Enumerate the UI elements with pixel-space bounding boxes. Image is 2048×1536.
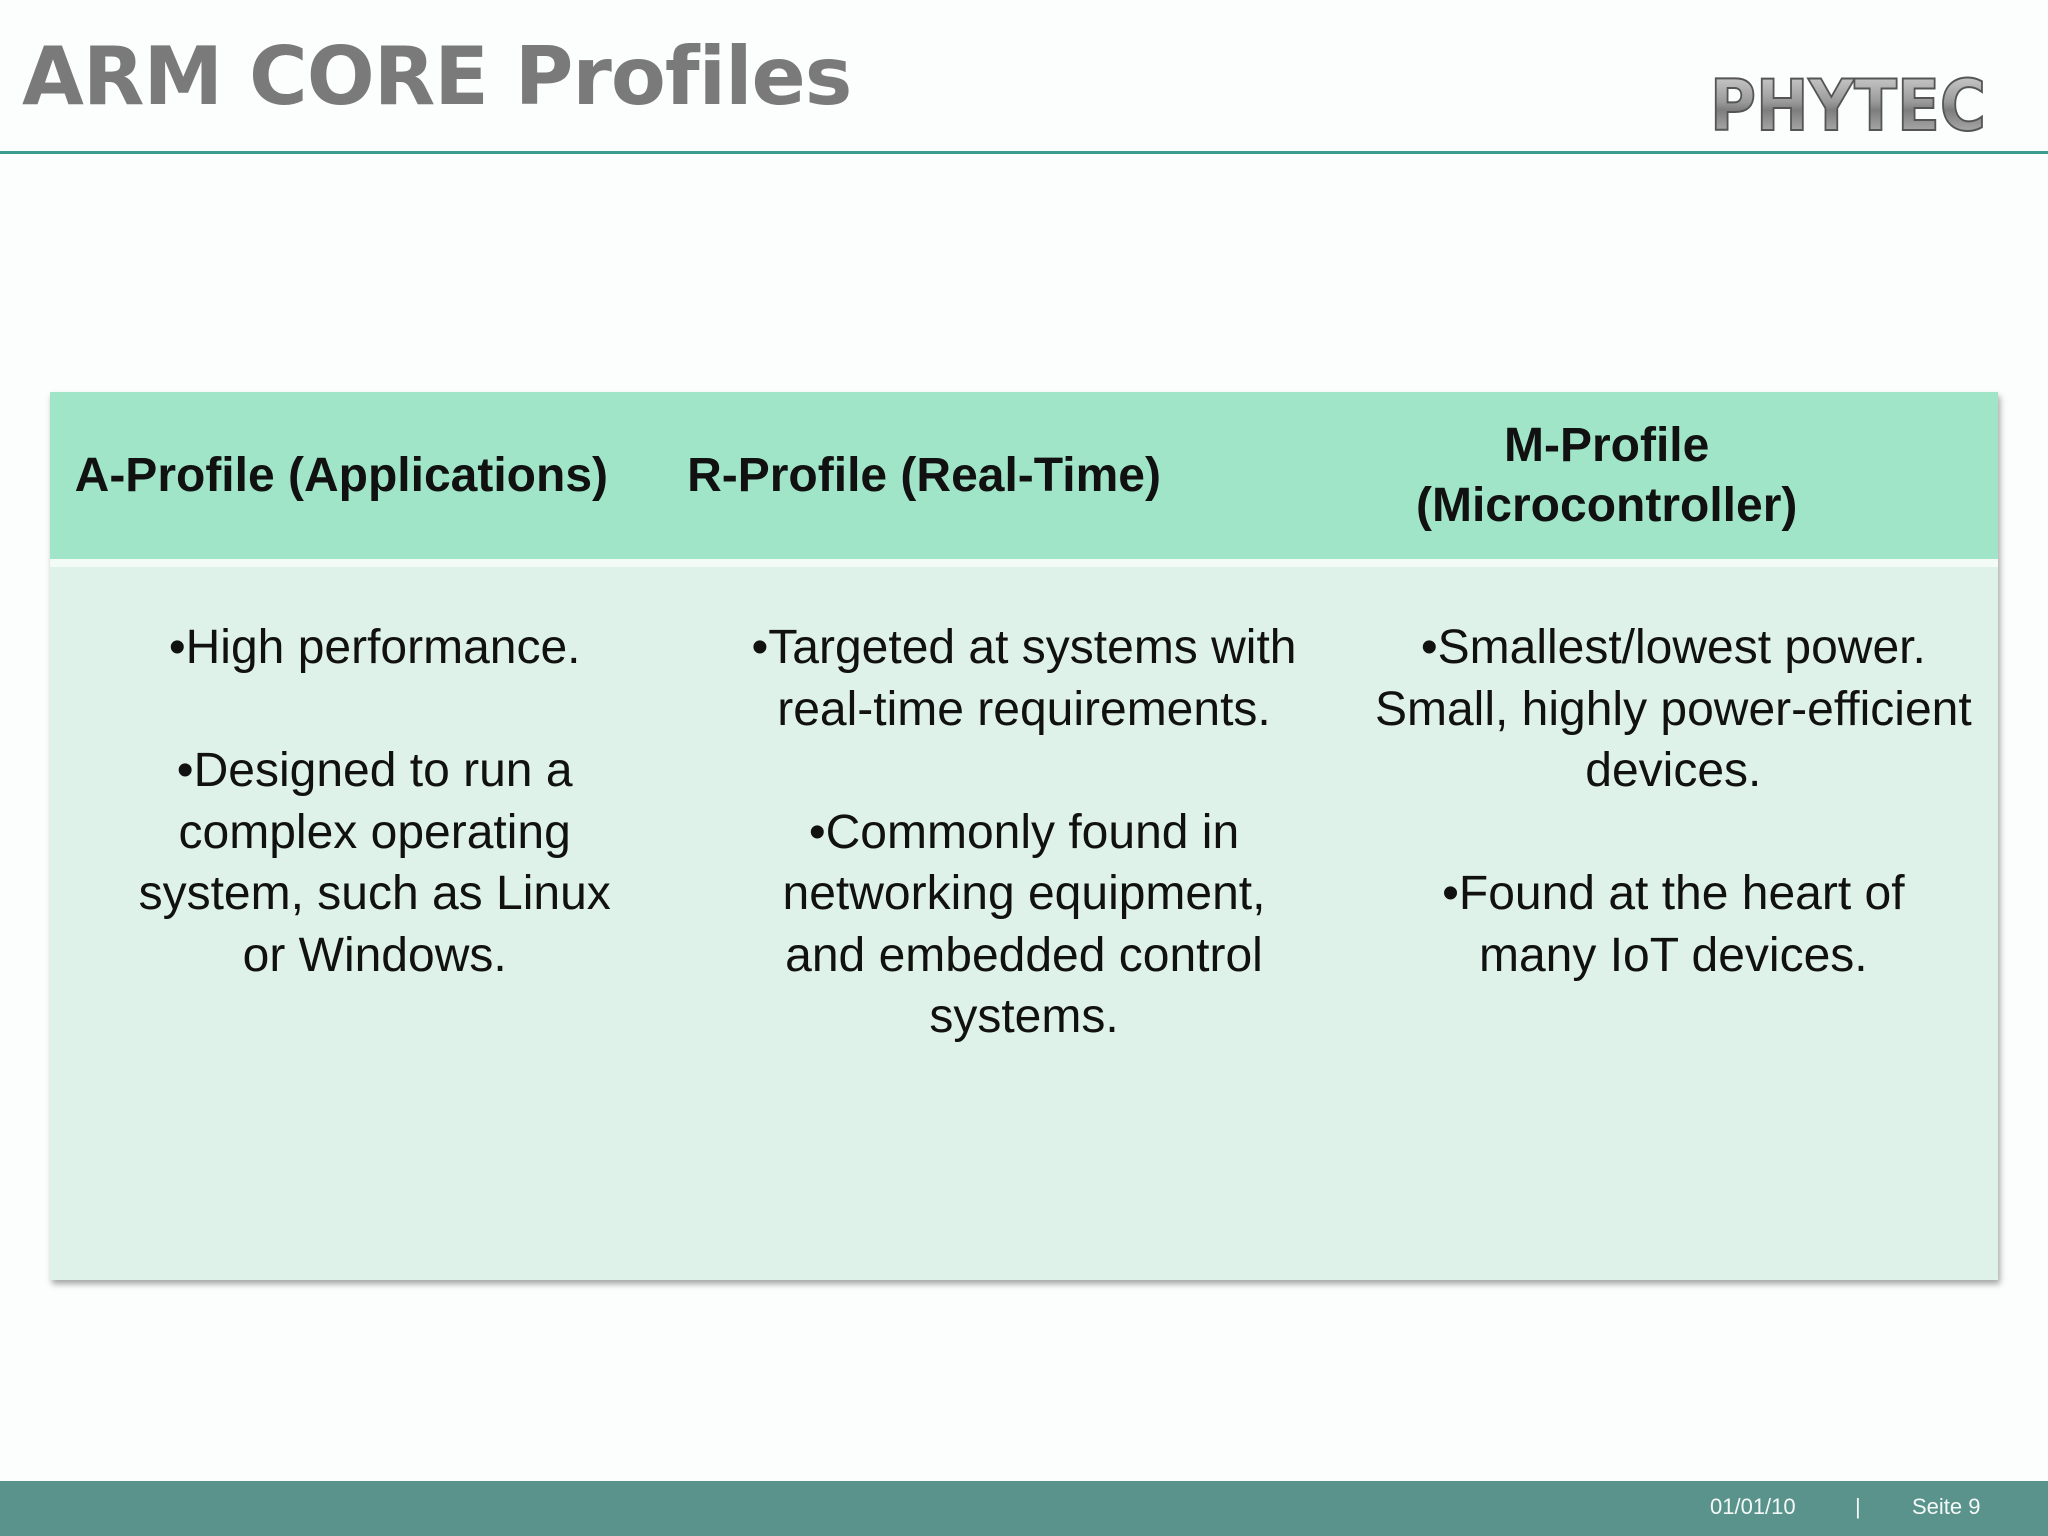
slide-title: ARM CORE Profiles [22,30,852,123]
phytec-logo-text: PHYTEC [1710,70,1986,140]
profiles-table [50,392,1998,1280]
header-r-profile: R-Profile (Real-Time) [687,448,1161,502]
footer-page-number: Seite 9 [1912,1494,1981,1519]
cell-r-point-1: •Targeted at systems with real-time requirements. [751,621,1297,736]
cell-m-point-2: •Found at the heart of many IoT devices. [1442,867,1905,982]
cell-a-point-2: •Designed to run a complex operating system, such as Linux or Windows. [138,744,611,982]
table-header-row [50,392,1998,567]
title-divider [0,151,2048,154]
cell-a-point-1: •High performance. [168,621,581,674]
header-m-profile: M-Profile (Microcontroller) [1416,418,1798,532]
footer-separator: | [1855,1494,1861,1519]
cell-r-point-2: •Commonly found in networking equipment, and embedded control systems. [782,805,1266,1043]
header-a-profile: A-Profile (Applications) [74,448,608,502]
cell-m-profile [1349,567,1998,1272]
cell-m-point-1: •Smallest/lowest power. Small, highly power-efficient devices. [1374,621,1972,797]
cell-r-profile [699,567,1348,1272]
table-body-row [50,567,1998,1272]
phytec-logo [1708,70,1988,140]
footer-date: 01/01/10 [1710,1494,1796,1519]
cell-a-profile [50,567,699,1272]
